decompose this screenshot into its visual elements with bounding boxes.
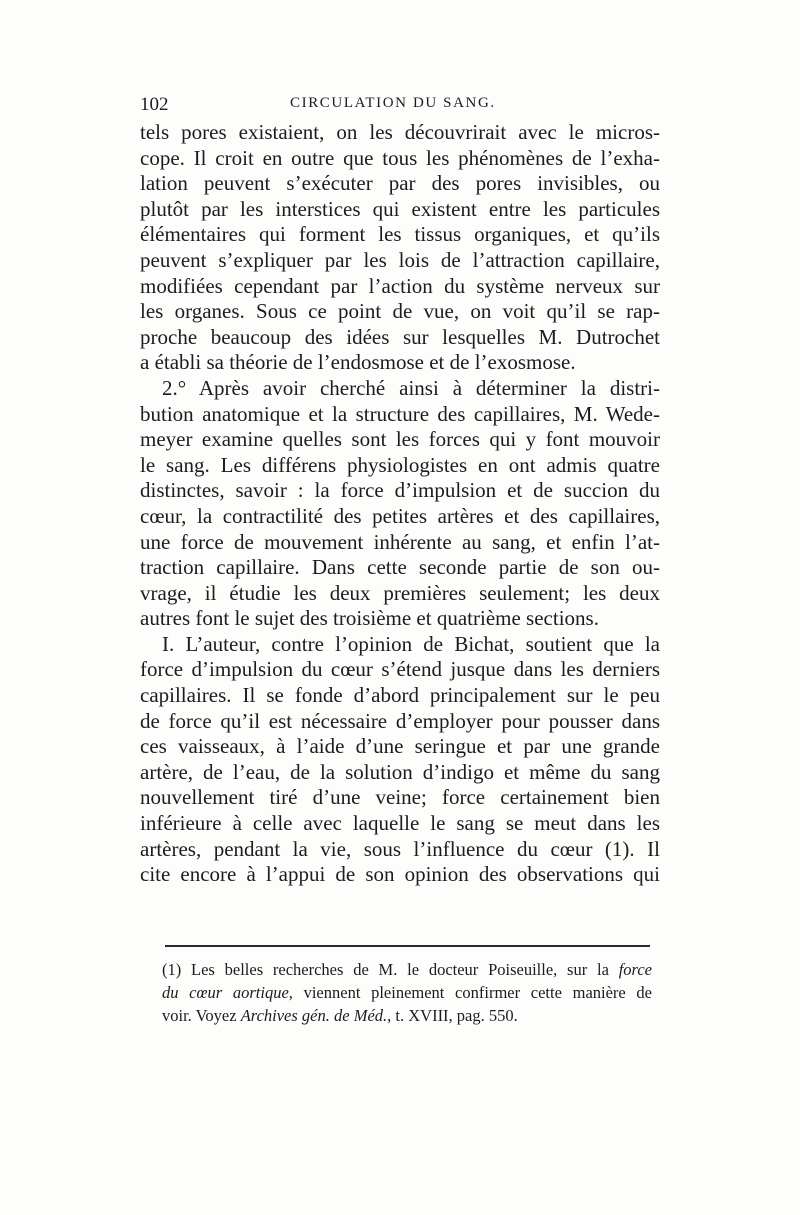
- text-line: inférieure à celle avec laquelle le sang se meut dans les: [140, 811, 660, 836]
- text-line: 2.° Après avoir cherché ainsi à déterminer la distri-: [162, 375, 660, 400]
- text-line: distinctes, savoir : la force d’impulsion et de succion du: [140, 478, 660, 503]
- running-head: [140, 94, 660, 118]
- page-number: 102: [140, 94, 169, 115]
- footnote-rule: [165, 945, 650, 947]
- text-line: cite encore à l’appui de son opinion des observations qui: [140, 862, 660, 887]
- text-line: a établi sa théorie de l’endosmose et de l’exosmose.: [140, 350, 576, 375]
- text-line: cope. Il croit en outre que tous les phénomènes de l’exha-: [140, 145, 660, 170]
- running-title: CIRCULATION DU SANG.: [290, 95, 496, 111]
- text-line: modifiées cependant par l’action du système nerveux sur: [140, 273, 660, 298]
- text-line: traction capillaire. Dans cette seconde partie de son ou-: [140, 555, 660, 580]
- text-line: tels pores existaient, on les découvrirait avec le micros-: [140, 120, 660, 144]
- footnote-italic: du cœur aortique: [162, 983, 289, 1002]
- footnote-text: voir. Voyez: [162, 1006, 241, 1025]
- text-line: proche beaucoup des idées sur lesquelles M. Dutrochet: [140, 324, 660, 349]
- footnote: [162, 958, 652, 1027]
- footnote-line: [162, 958, 652, 981]
- footnote-italic: force: [618, 960, 652, 979]
- body-text: [140, 120, 660, 888]
- text-line: vrage, il étudie les deux premières seulement; les deux: [140, 580, 660, 605]
- footnote-text: (1) Les belles recherches de M. le docteur Poiseuille, sur la: [162, 960, 619, 979]
- text-line: cœur, la contractilité des petites artères et des capillaires,: [140, 503, 660, 528]
- text-line: meyer examine quelles sont les forces qui y font mouvoir: [140, 427, 660, 452]
- footnote-line: [162, 981, 652, 1004]
- text-line: une force de mouvement inhérente au sang, et enfin l’at-: [140, 529, 660, 554]
- text-line: élémentaires qui forment les tissus organiques, et qu’ils: [140, 222, 660, 247]
- text-line: de force qu’il est nécessaire d’employer pour pousser dans: [140, 708, 660, 733]
- text-line: autres font le sujet des troisième et quatrième sections.: [140, 606, 599, 631]
- text-line: ces vaisseaux, à l’aide d’une seringue et par une grande: [140, 734, 660, 759]
- text-line: I. L’auteur, contre l’opinion de Bichat, soutient que la: [162, 631, 660, 656]
- footnote-line: [162, 1004, 652, 1027]
- footnote-italic: Archives gén. de Méd.: [240, 1006, 388, 1025]
- text-line: artère, de l’eau, de la solution d’indigo et même du sang: [140, 759, 660, 784]
- text-line: bution anatomique et la structure des capillaires, M. Wede-: [140, 401, 660, 426]
- text-line: force d’impulsion du cœur s’étend jusque dans les derniers: [140, 657, 660, 682]
- text-line: plutôt par les interstices qui existent entre les particules: [140, 196, 660, 221]
- text-line: lation peuvent s’exécuter par des pores invisibles, ou: [140, 171, 660, 196]
- text-line: nouvellement tiré d’une veine; force certainement bien: [140, 785, 660, 810]
- text-line: artères, pendant la vie, sous l’influence du cœur (1). Il: [140, 836, 660, 861]
- text-line: capillaires. Il se fonde d’abord principalement sur le peu: [140, 683, 660, 708]
- text-line: les organes. Sous ce point de vue, on voit qu’il se rap-: [140, 299, 660, 324]
- text-line: peuvent s’expliquer par les lois de l’attraction capillaire,: [140, 247, 660, 272]
- text-line: le sang. Les différens physiologistes en ont admis quatre: [140, 452, 660, 477]
- footnote-text: , viennent pleinement confirmer cette manière de: [288, 983, 652, 1002]
- footnote-text: , t. XVIII, pag. 550.: [387, 1006, 518, 1025]
